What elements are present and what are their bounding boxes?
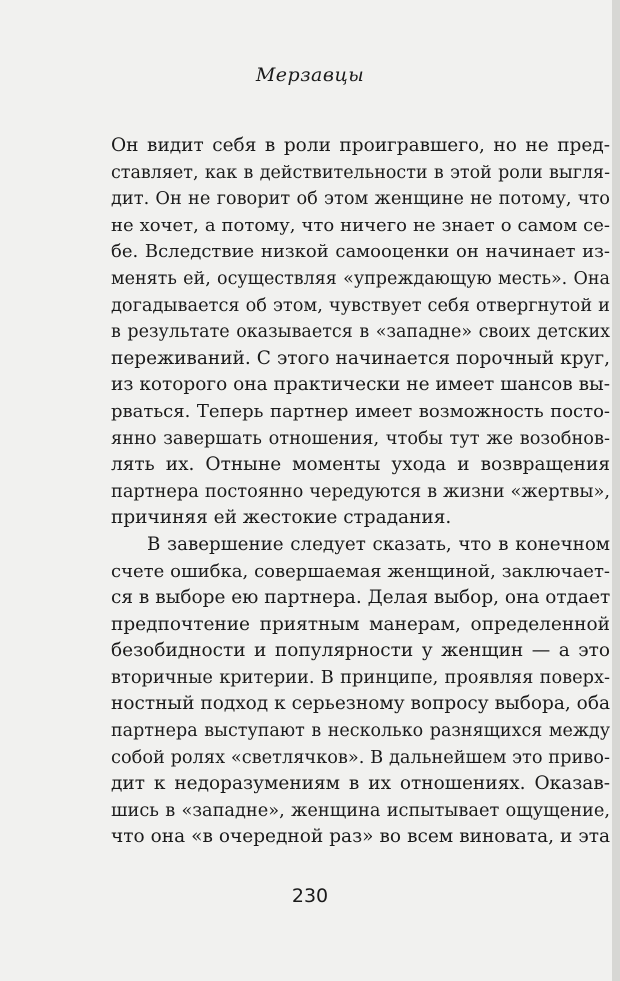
text-line: В завершение следует сказать, что в конечном bbox=[147, 533, 610, 555]
text-line: вторичные критерии. В принципе, проявляя поверх- bbox=[111, 667, 610, 688]
text-line: дит. Он не говорит об этом женщине не потому, что bbox=[111, 189, 610, 210]
text-line: янно завершать отношения, чтобы тут же возобнов- bbox=[111, 428, 610, 449]
text-line: переживаний. С этого начинается порочный круг, bbox=[111, 347, 610, 369]
text-line: ся в выборе ею партнера. Делая выбор, она отдает bbox=[111, 587, 611, 609]
page-number: 230 bbox=[291, 885, 329, 907]
text-line: партнера постоянно чередуются в жизни «жертвы», bbox=[111, 481, 610, 502]
text-line: не хочет, а потому, что ничего не знает о самом се- bbox=[111, 214, 610, 236]
text-line: бе. Вследствие низкой самооценки он начинает из- bbox=[111, 241, 610, 263]
text-line: догадывается об этом, чувствует себя отвергнутой и bbox=[111, 295, 610, 316]
text-line: что она «в очередной раз» во всем виновата, и эта bbox=[111, 826, 610, 848]
text-line: Он видит себя в роли проигравшего, но не пред- bbox=[111, 135, 610, 156]
text-line: безобидности и популярности у женщин — а это bbox=[111, 640, 610, 662]
text-line: причиняя ей жестокие страдания. bbox=[111, 507, 452, 529]
text-line: партнера выступают в несколько разнящихся между bbox=[111, 721, 610, 742]
text-line: из которого она практически не имеет шансов вы- bbox=[111, 374, 610, 396]
text-line: предпочтение приятным манерам, определенной bbox=[111, 613, 610, 635]
text-line: рваться. Теперь партнер имеет возможность посто- bbox=[111, 400, 610, 422]
text-line: ставляет, как в действительности в этой роли выгля- bbox=[111, 162, 610, 183]
page-edge bbox=[612, 0, 620, 981]
running-header: Мерзавцы bbox=[255, 64, 365, 86]
text-line: шись в «западне», женщина испытывает ощущение, bbox=[111, 800, 610, 821]
text-line: дит к недоразумениям в их отношениях. Оказав- bbox=[111, 773, 610, 795]
text-line: ностный подход к серьезному вопросу выбора, оба bbox=[111, 693, 610, 715]
text-line: лять их. Отныне моменты ухода и возвращения bbox=[111, 454, 610, 476]
text-line: в результате оказывается в «западне» своих детских bbox=[111, 322, 610, 343]
text-line: счете ошибка, совершаемая женщиной, заключает- bbox=[111, 560, 610, 582]
body-text bbox=[111, 133, 610, 851]
text-line: менять ей, осуществляя «упреждающую месть». Она bbox=[111, 268, 610, 289]
text-line: собой ролях «светлячков». В дальнейшем это приво- bbox=[111, 747, 610, 768]
